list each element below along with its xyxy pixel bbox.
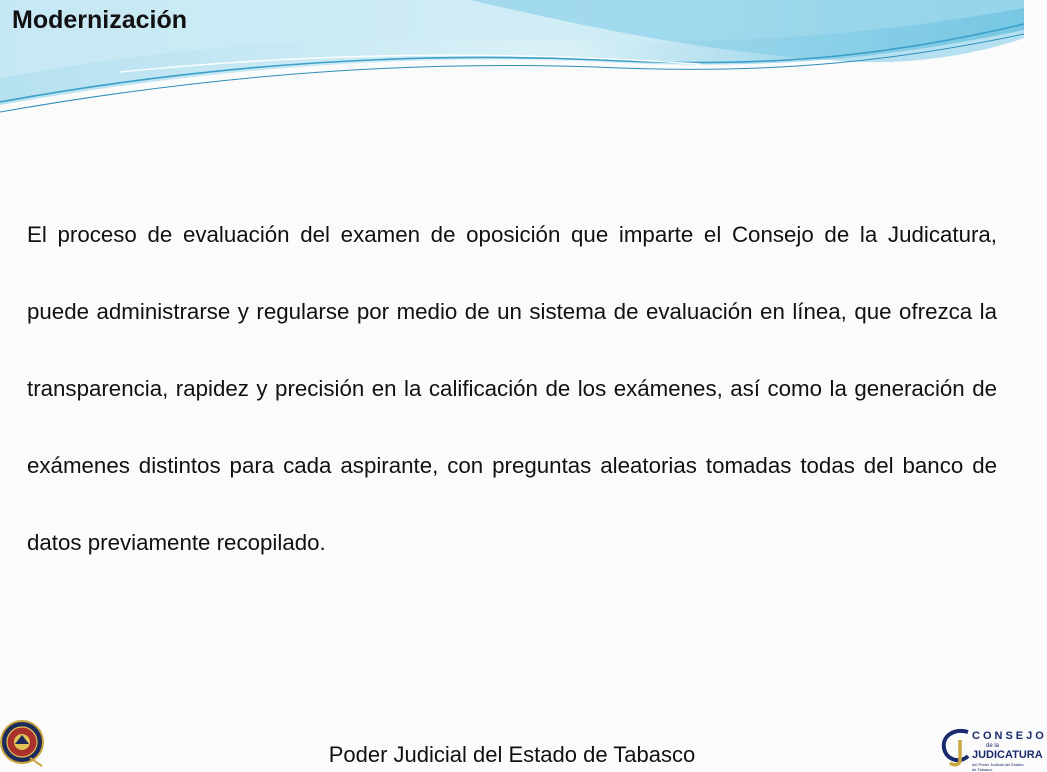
logo-text-de-la: de la (986, 743, 1000, 749)
judicial-seal-icon (0, 718, 46, 768)
slide-title: Modernización (12, 6, 188, 34)
logo-text-consejo: CONSEJO (972, 730, 1047, 742)
logo-text-subtitle: del Poder Judicial del Estado de Tabasco (972, 762, 1024, 772)
logo-text-judicatura: JUDICATURA (972, 749, 1043, 761)
slide-footer: Poder Judicial del Estado de Tabasco (328, 742, 696, 767)
slide-body-text: El proceso de evaluación del examen de oposición que imparte el Consejo de la Judicatura, puede administrarse y regularse por medio de un sistema de evaluación en línea, que ofrezca la transparencia, rapidez y precisión en la calificación de los exámenes, así como la generación de exámenes distintos para cada aspirante, con preguntas aleatorias tomadas todas del banco de datos previamente recopilado. (27, 222, 997, 555)
consejo-judicatura-logo (938, 726, 1047, 772)
judicatura-emblem-icon (938, 726, 974, 768)
